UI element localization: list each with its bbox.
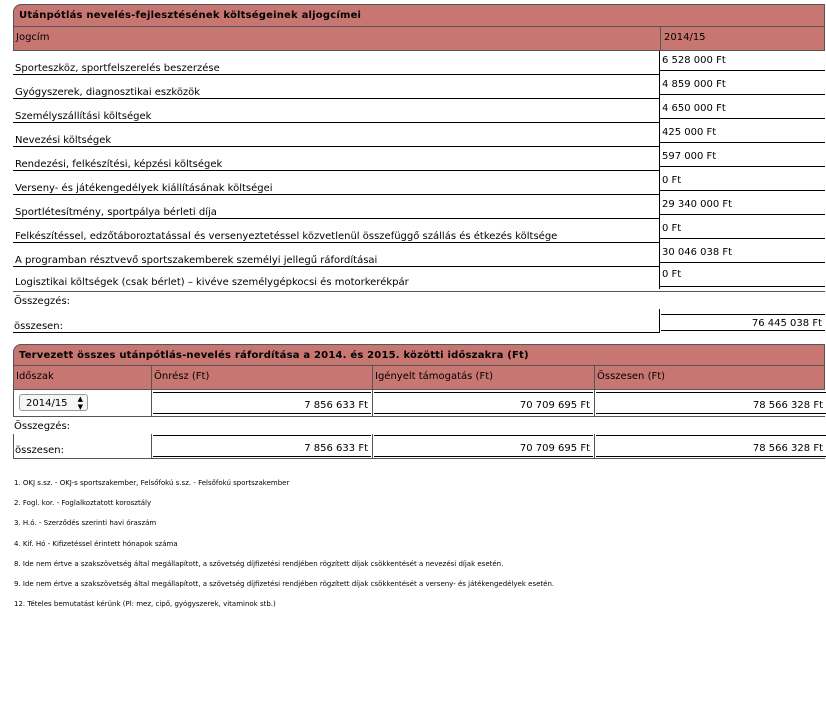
table-row: [13, 51, 825, 75]
section1-title: Utánpótlás nevelés-fejlesztésének költségeinek aljogcímei: [13, 4, 825, 27]
onresz-field[interactable]: [153, 392, 371, 414]
row-label: Verseny- és játékengedélyek kiállításának költségei: [15, 183, 273, 194]
col-period-header: Időszak: [16, 371, 54, 382]
col-jogcim-header: Jogcím: [16, 32, 50, 43]
total-value: 76 445 038 Ft: [751, 318, 822, 329]
col-onresz-header: Önrész (Ft): [154, 371, 210, 382]
table-row: [13, 171, 825, 195]
table-row: [13, 267, 825, 289]
table-row: [13, 243, 825, 267]
amount-input[interactable]: 597 000 Ft: [662, 151, 717, 162]
total-row: [13, 309, 825, 333]
table-row: [13, 219, 825, 243]
igenyelt-value: 70 709 695 Ft: [519, 400, 590, 411]
amount-input[interactable]: 4 650 000 Ft: [662, 103, 726, 114]
osszesen-value: 78 566 328 Ft: [752, 400, 823, 411]
row-label: Gyógyszerek, diagnosztikai eszközök: [15, 87, 201, 98]
summary-label: Összegzés:: [14, 421, 71, 432]
total-label: összesen:: [14, 321, 64, 332]
amount-input[interactable]: 0 Ft: [662, 223, 682, 234]
row-label: Rendezési, felkészítési, képzési költségek: [15, 159, 223, 170]
total-igenyelt-field: [374, 435, 593, 457]
amount-input[interactable]: 29 340 000 Ft: [662, 199, 733, 210]
amount-input[interactable]: 425 000 Ft: [662, 127, 717, 138]
planned-costs-panel: [13, 344, 825, 459]
table-row: [13, 147, 825, 171]
amount-input[interactable]: 30 046 038 Ft: [662, 247, 733, 258]
table-row: [13, 75, 825, 99]
amount-input[interactable]: 6 528 000 Ft: [662, 55, 726, 66]
section1-header-row: [13, 27, 825, 51]
igenyelt-field[interactable]: [374, 392, 593, 414]
total-onresz-value: 7 856 633 Ft: [304, 443, 368, 454]
total-osszesen-field: [596, 435, 826, 457]
footnote: 4. Kif. Hó - Kifizetéssel érintett hónapok száma: [14, 539, 178, 548]
total-osszesen-value: 78 566 328 Ft: [752, 443, 823, 454]
amount-input[interactable]: 0 Ft: [662, 269, 682, 280]
footnote: 1. OKJ s.sz. - OKJ-s sportszakember, Felsőfokú s.sz. - Felsőfokú sportszakember: [14, 479, 290, 487]
footnotes: [14, 478, 554, 619]
footnote: 3. H.ó. - Szerződés szerinti havi óraszám: [14, 519, 157, 528]
amount-input[interactable]: 0 Ft: [662, 175, 682, 186]
total-row: [13, 434, 825, 458]
table-row: [13, 390, 825, 416]
total-value-field: [661, 314, 825, 331]
total-igenyelt-value: 70 709 695 Ft: [519, 443, 590, 454]
section1-rows: [13, 51, 825, 289]
cost-subcategories-panel: [13, 4, 825, 333]
total-onresz-field: [153, 435, 371, 457]
onresz-value: 7 856 633 Ft: [304, 400, 368, 411]
footnote: 12. Tételes bemutatást kérünk (Pl: mez, cipő, gyógyszerek, vitaminok stb.): [14, 600, 276, 609]
row-label: Sportlétesítmény, sportpálya bérleti díja: [15, 207, 217, 218]
col-igenyelt-header: Igényelt támogatás (Ft): [375, 371, 494, 382]
period-select[interactable]: [19, 394, 88, 411]
row-label: Sporteszköz, sportfelszerelés beszerzése: [15, 63, 220, 74]
table-row: [13, 195, 825, 219]
osszesen-field[interactable]: [596, 392, 826, 414]
summary-label: Összegzés:: [14, 296, 71, 307]
row-label: Logisztikai költségek (csak bérlet) – kivéve személygépkocsi és motorkerékpár: [15, 277, 409, 288]
col-osszesen-header: Összesen (Ft): [597, 371, 666, 382]
row-label: Személyszállítási költségek: [15, 111, 152, 122]
footnote: 2. Fogl. kor. - Foglalkoztatott korosztály: [14, 499, 152, 508]
section2-header-row: [13, 366, 825, 390]
total-label: összesen:: [15, 445, 65, 456]
period-select-value: 2014/15: [26, 398, 68, 409]
section2-title: Tervezett összes utánpótlás-nevelés ráfordítása a 2014. és 2015. közötti időszakra (Ft): [13, 344, 825, 366]
amount-input[interactable]: 4 859 000 Ft: [662, 79, 726, 90]
spinner-icon: ▲ ▼: [77, 395, 83, 411]
col-period-header: 2014/15: [664, 32, 706, 43]
footnote: 8. Ide nem értve a szakszövetség által megállapított, a szövetség díjfizetési rendjében rögzített díjak csökkentését a nevezési díjak esetén.: [14, 559, 504, 568]
row-label: Felkészítéssel, edzőtáboroztatással és versenyeztetéssel közvetlenül összefüggő szállás és étkezés költsége: [15, 231, 558, 242]
table-row: [13, 123, 825, 147]
footnote: 9. Ide nem értve a szakszövetség által megállapított, a szövetség díjfizetési rendjében rögzített díjak csökkentését a verseny- és játékengedélyek esetén.: [14, 579, 555, 588]
row-label: A programban résztvevő sportszakemberek személyi jellegű ráfordításai: [15, 255, 378, 266]
header-separator: [660, 27, 661, 50]
row-label: Nevezési költségek: [15, 135, 112, 146]
table-row: [13, 99, 825, 123]
